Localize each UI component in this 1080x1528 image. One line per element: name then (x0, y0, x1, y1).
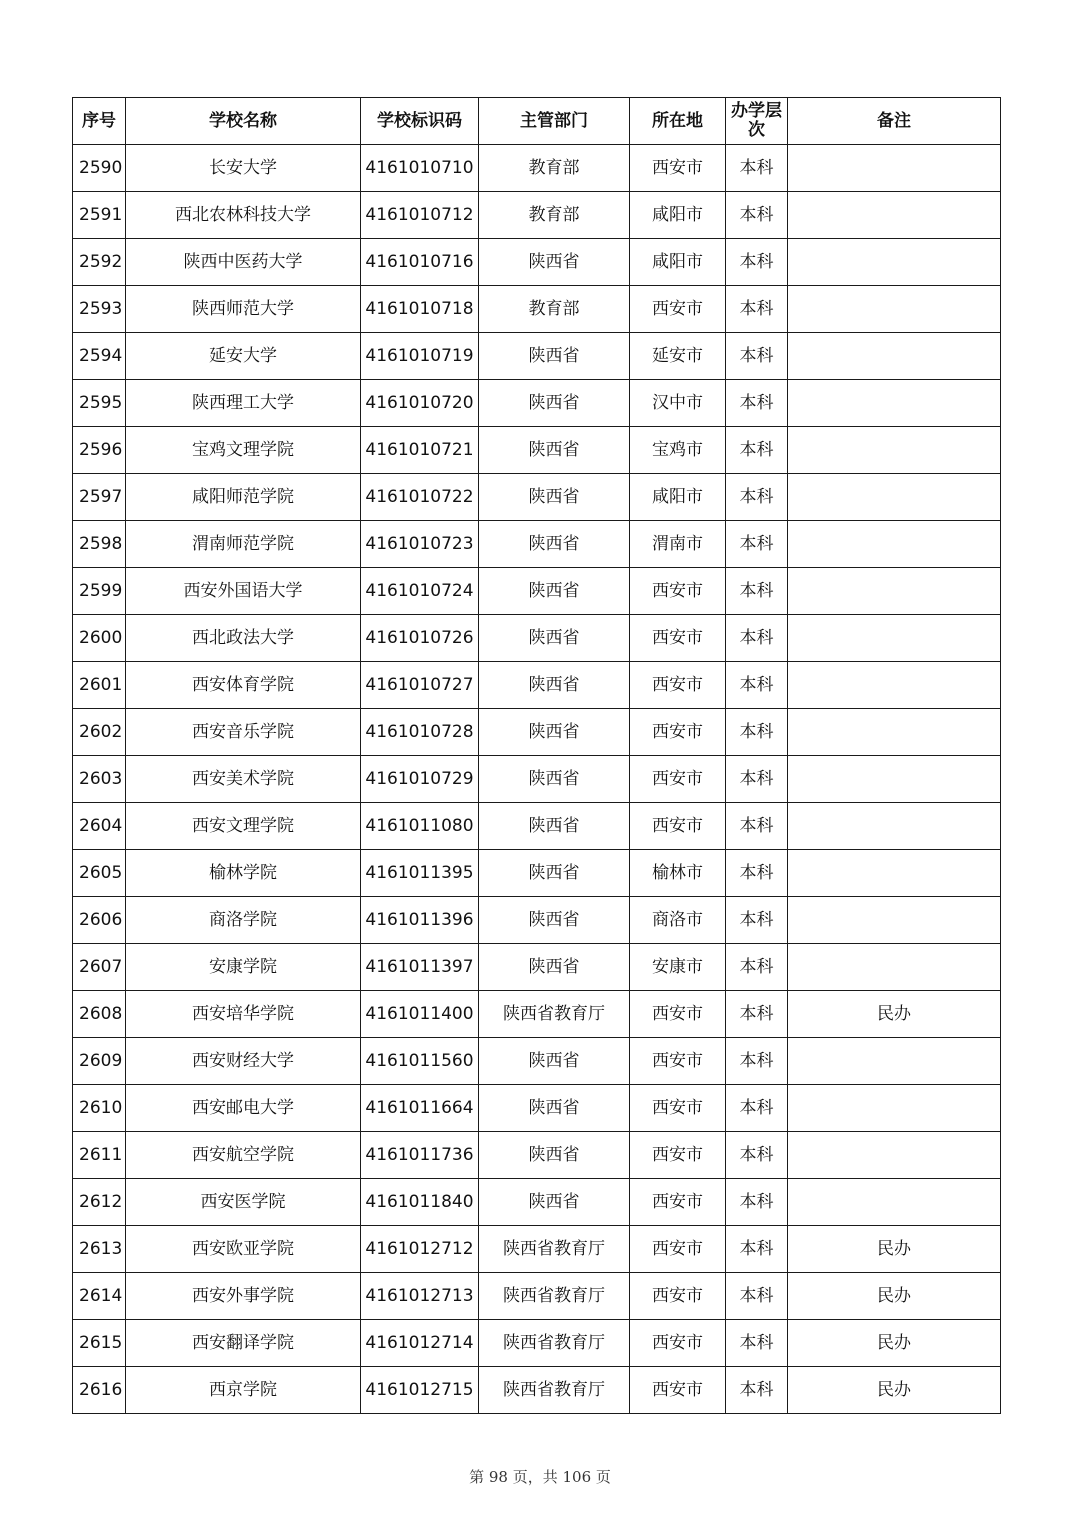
cell-level: 本科 (726, 380, 788, 427)
table-row (73, 662, 1001, 709)
header-school-name: 学校名称 (126, 98, 361, 145)
cell-department: 陕西省 (479, 850, 630, 897)
cell-location: 西安市 (630, 1179, 726, 1226)
cell-school-code: 4161010720 (361, 380, 479, 427)
cell-level: 本科 (726, 850, 788, 897)
cell-remark (788, 615, 1001, 662)
cell-location: 汉中市 (630, 380, 726, 427)
cell-department: 陕西省 (479, 897, 630, 944)
cell-school-code: 4161010718 (361, 286, 479, 333)
cell-level: 本科 (726, 1320, 788, 1367)
cell-level: 本科 (726, 192, 788, 239)
table-row (73, 1085, 1001, 1132)
cell-school-name: 西安欧亚学院 (126, 1226, 361, 1273)
cell-school-name: 西安培华学院 (126, 991, 361, 1038)
table-row (73, 1038, 1001, 1085)
cell-school-name: 延安大学 (126, 333, 361, 380)
cell-school-code: 4161011395 (361, 850, 479, 897)
table-header-row (73, 98, 1001, 145)
cell-department: 陕西省 (479, 380, 630, 427)
cell-school-code: 4161010710 (361, 145, 479, 192)
table-row (73, 897, 1001, 944)
cell-department: 陕西省 (479, 803, 630, 850)
cell-remark (788, 1132, 1001, 1179)
cell-level: 本科 (726, 803, 788, 850)
cell-department: 陕西省教育厅 (479, 991, 630, 1038)
cell-index: 2592 (73, 239, 126, 286)
cell-level: 本科 (726, 1038, 788, 1085)
cell-school-name: 西安音乐学院 (126, 709, 361, 756)
cell-location: 渭南市 (630, 521, 726, 568)
cell-school-name: 西京学院 (126, 1367, 361, 1414)
table-row (73, 239, 1001, 286)
cell-location: 西安市 (630, 1226, 726, 1273)
cell-index: 2594 (73, 333, 126, 380)
cell-school-name: 商洛学院 (126, 897, 361, 944)
cell-remark (788, 1038, 1001, 1085)
table-row (73, 944, 1001, 991)
table-row (73, 1320, 1001, 1367)
cell-location: 西安市 (630, 286, 726, 333)
cell-remark: 民办 (788, 1226, 1001, 1273)
cell-level: 本科 (726, 1179, 788, 1226)
cell-school-code: 4161010724 (361, 568, 479, 615)
cell-level: 本科 (726, 1273, 788, 1320)
table-row (73, 474, 1001, 521)
table-row (73, 991, 1001, 1038)
cell-remark (788, 709, 1001, 756)
table-row (73, 145, 1001, 192)
cell-school-code: 4161011396 (361, 897, 479, 944)
cell-location: 西安市 (630, 803, 726, 850)
table-row (73, 615, 1001, 662)
table-row (73, 286, 1001, 333)
cell-department: 陕西省教育厅 (479, 1367, 630, 1414)
cell-index: 2596 (73, 427, 126, 474)
cell-remark (788, 474, 1001, 521)
cell-school-code: 4161011736 (361, 1132, 479, 1179)
cell-level: 本科 (726, 1367, 788, 1414)
cell-school-name: 陕西师范大学 (126, 286, 361, 333)
cell-department: 教育部 (479, 286, 630, 333)
cell-school-code: 4161011400 (361, 991, 479, 1038)
cell-location: 宝鸡市 (630, 427, 726, 474)
cell-index: 2610 (73, 1085, 126, 1132)
cell-remark (788, 521, 1001, 568)
table-row (73, 568, 1001, 615)
cell-index: 2609 (73, 1038, 126, 1085)
cell-remark (788, 1085, 1001, 1132)
cell-remark (788, 897, 1001, 944)
cell-school-code: 4161010721 (361, 427, 479, 474)
table-row (73, 1226, 1001, 1273)
cell-department: 陕西省教育厅 (479, 1273, 630, 1320)
cell-department: 陕西省 (479, 239, 630, 286)
cell-remark: 民办 (788, 991, 1001, 1038)
cell-school-code: 4161010727 (361, 662, 479, 709)
table-row (73, 756, 1001, 803)
cell-school-name: 宝鸡文理学院 (126, 427, 361, 474)
cell-index: 2600 (73, 615, 126, 662)
cell-school-name: 西安体育学院 (126, 662, 361, 709)
table-row (73, 709, 1001, 756)
cell-level: 本科 (726, 1226, 788, 1273)
cell-school-name: 陕西中医药大学 (126, 239, 361, 286)
table-row (73, 803, 1001, 850)
cell-department: 陕西省教育厅 (479, 1320, 630, 1367)
cell-index: 2590 (73, 145, 126, 192)
cell-index: 2593 (73, 286, 126, 333)
cell-school-code: 4161012713 (361, 1273, 479, 1320)
cell-school-name: 西安财经大学 (126, 1038, 361, 1085)
cell-department: 陕西省 (479, 615, 630, 662)
cell-school-name: 西安外国语大学 (126, 568, 361, 615)
cell-school-code: 4161012712 (361, 1226, 479, 1273)
cell-remark (788, 944, 1001, 991)
cell-remark (788, 333, 1001, 380)
cell-location: 西安市 (630, 1273, 726, 1320)
cell-index: 2613 (73, 1226, 126, 1273)
cell-remark (788, 286, 1001, 333)
cell-school-code: 4161010719 (361, 333, 479, 380)
cell-school-name: 长安大学 (126, 145, 361, 192)
cell-department: 陕西省 (479, 521, 630, 568)
cell-index: 2598 (73, 521, 126, 568)
cell-school-name: 西安医学院 (126, 1179, 361, 1226)
cell-school-name: 西北农林科技大学 (126, 192, 361, 239)
page-footer: 第 98 页，共 106 页 (469, 1468, 611, 1486)
cell-department: 陕西省 (479, 474, 630, 521)
cell-index: 2608 (73, 991, 126, 1038)
cell-level: 本科 (726, 568, 788, 615)
cell-level: 本科 (726, 662, 788, 709)
table-row (73, 333, 1001, 380)
table-row (73, 521, 1001, 568)
cell-location: 榆林市 (630, 850, 726, 897)
cell-level: 本科 (726, 239, 788, 286)
header-remark: 备注 (788, 98, 1001, 145)
cell-location: 安康市 (630, 944, 726, 991)
cell-school-name: 西安航空学院 (126, 1132, 361, 1179)
cell-level: 本科 (726, 427, 788, 474)
cell-department: 陕西省 (479, 568, 630, 615)
cell-school-code: 4161010729 (361, 756, 479, 803)
cell-school-code: 4161011664 (361, 1085, 479, 1132)
cell-department: 陕西省 (479, 709, 630, 756)
cell-school-name: 安康学院 (126, 944, 361, 991)
cell-department: 陕西省教育厅 (479, 1226, 630, 1273)
cell-location: 西安市 (630, 615, 726, 662)
cell-school-name: 西安翻译学院 (126, 1320, 361, 1367)
cell-department: 陕西省 (479, 662, 630, 709)
cell-department: 陕西省 (479, 756, 630, 803)
cell-level: 本科 (726, 615, 788, 662)
cell-index: 2614 (73, 1273, 126, 1320)
cell-location: 西安市 (630, 991, 726, 1038)
cell-department: 陕西省 (479, 1038, 630, 1085)
cell-index: 2611 (73, 1132, 126, 1179)
cell-index: 2595 (73, 380, 126, 427)
cell-index: 2591 (73, 192, 126, 239)
cell-school-name: 陕西理工大学 (126, 380, 361, 427)
cell-location: 西安市 (630, 568, 726, 615)
header-school-code: 学校标识码 (361, 98, 479, 145)
cell-level: 本科 (726, 709, 788, 756)
cell-level: 本科 (726, 333, 788, 380)
table-row (73, 1132, 1001, 1179)
cell-location: 西安市 (630, 1085, 726, 1132)
cell-level: 本科 (726, 1132, 788, 1179)
cell-remark (788, 662, 1001, 709)
table-row (73, 1179, 1001, 1226)
cell-remark (788, 427, 1001, 474)
cell-department: 陕西省 (479, 1132, 630, 1179)
cell-school-name: 西安外事学院 (126, 1273, 361, 1320)
table-body (73, 145, 1001, 1414)
cell-index: 2602 (73, 709, 126, 756)
cell-level: 本科 (726, 944, 788, 991)
cell-index: 2615 (73, 1320, 126, 1367)
table-row (73, 192, 1001, 239)
cell-location: 西安市 (630, 709, 726, 756)
cell-remark (788, 850, 1001, 897)
cell-location: 咸阳市 (630, 474, 726, 521)
cell-school-name: 西北政法大学 (126, 615, 361, 662)
cell-school-code: 4161012714 (361, 1320, 479, 1367)
cell-department: 陕西省 (479, 1179, 630, 1226)
cell-index: 2597 (73, 474, 126, 521)
cell-department: 陕西省 (479, 427, 630, 474)
cell-index: 2612 (73, 1179, 126, 1226)
cell-school-code: 4161010716 (361, 239, 479, 286)
table-row (73, 1367, 1001, 1414)
cell-remark (788, 803, 1001, 850)
cell-location: 西安市 (630, 1320, 726, 1367)
cell-level: 本科 (726, 286, 788, 333)
cell-index: 2604 (73, 803, 126, 850)
cell-location: 咸阳市 (630, 239, 726, 286)
cell-index: 2605 (73, 850, 126, 897)
cell-department: 教育部 (479, 192, 630, 239)
cell-remark (788, 192, 1001, 239)
table-row (73, 380, 1001, 427)
cell-location: 延安市 (630, 333, 726, 380)
cell-remark: 民办 (788, 1273, 1001, 1320)
cell-department: 陕西省 (479, 333, 630, 380)
cell-department: 教育部 (479, 145, 630, 192)
school-table (72, 97, 1001, 1414)
cell-school-code: 4161010728 (361, 709, 479, 756)
header-department: 主管部门 (479, 98, 630, 145)
cell-location: 西安市 (630, 662, 726, 709)
cell-index: 2607 (73, 944, 126, 991)
cell-school-code: 4161011397 (361, 944, 479, 991)
cell-location: 咸阳市 (630, 192, 726, 239)
cell-location: 西安市 (630, 145, 726, 192)
cell-school-code: 4161011840 (361, 1179, 479, 1226)
cell-school-code: 4161010712 (361, 192, 479, 239)
cell-index: 2601 (73, 662, 126, 709)
cell-level: 本科 (726, 897, 788, 944)
cell-remark: 民办 (788, 1320, 1001, 1367)
cell-school-code: 4161010726 (361, 615, 479, 662)
cell-index: 2606 (73, 897, 126, 944)
cell-school-code: 4161011560 (361, 1038, 479, 1085)
cell-location: 商洛市 (630, 897, 726, 944)
cell-level: 本科 (726, 145, 788, 192)
cell-level: 本科 (726, 1085, 788, 1132)
cell-level: 本科 (726, 521, 788, 568)
cell-index: 2603 (73, 756, 126, 803)
table-row (73, 1273, 1001, 1320)
header-location: 所在地 (630, 98, 726, 145)
table-row (73, 427, 1001, 474)
cell-school-name: 渭南师范学院 (126, 521, 361, 568)
cell-level: 本科 (726, 991, 788, 1038)
cell-index: 2599 (73, 568, 126, 615)
cell-level: 本科 (726, 474, 788, 521)
cell-remark (788, 145, 1001, 192)
cell-location: 西安市 (630, 1038, 726, 1085)
cell-location: 西安市 (630, 756, 726, 803)
cell-school-code: 4161010723 (361, 521, 479, 568)
cell-school-code: 4161011080 (361, 803, 479, 850)
cell-remark: 民办 (788, 1367, 1001, 1414)
cell-school-name: 西安邮电大学 (126, 1085, 361, 1132)
cell-school-name: 咸阳师范学院 (126, 474, 361, 521)
cell-remark (788, 239, 1001, 286)
cell-location: 西安市 (630, 1132, 726, 1179)
cell-remark (788, 1179, 1001, 1226)
cell-remark (788, 756, 1001, 803)
school-list-sheet (72, 97, 1000, 1414)
cell-school-code: 4161010722 (361, 474, 479, 521)
cell-department: 陕西省 (479, 1085, 630, 1132)
cell-index: 2616 (73, 1367, 126, 1414)
cell-location: 西安市 (630, 1367, 726, 1414)
cell-school-name: 西安美术学院 (126, 756, 361, 803)
table-row (73, 850, 1001, 897)
header-level: 办学层次 (726, 98, 788, 145)
header-index: 序号 (73, 98, 126, 145)
cell-level: 本科 (726, 756, 788, 803)
cell-school-code: 4161012715 (361, 1367, 479, 1414)
cell-school-name: 榆林学院 (126, 850, 361, 897)
cell-school-name: 西安文理学院 (126, 803, 361, 850)
cell-department: 陕西省 (479, 944, 630, 991)
cell-remark (788, 568, 1001, 615)
cell-remark (788, 380, 1001, 427)
